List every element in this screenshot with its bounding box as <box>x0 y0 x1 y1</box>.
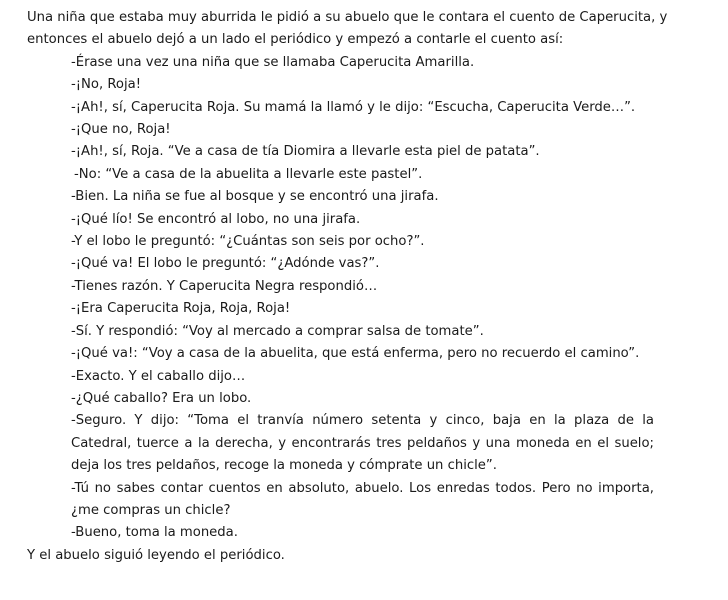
dialogue-line: -Y el lobo le preguntó: “¿Cuántas son seis por ocho?”. <box>71 234 425 250</box>
closing-paragraph: Y el abuelo siguió leyendo el periódico. <box>27 547 285 563</box>
dialogue-line: -¡Era Caperucita Roja, Roja, Roja! <box>71 301 291 317</box>
dialogue-line: -¡Qué va! El lobo le preguntó: “¿Adónde vas?”. <box>71 256 380 272</box>
dialogue-line: -¡No, Roja! <box>71 77 142 93</box>
dialogue-line: -¡Ah!, sí, Roja. “Ve a casa de tía Diomira a llevarle esta piel de patata”. <box>71 144 540 160</box>
dialogue-line: -Exacto. Y el caballo dijo… <box>71 368 246 384</box>
dialogue-line: -Seguro. Y dijo: “Toma el tranvía número setenta y cinco, baja en la plaza de la Catedral, tuerce a la derecha, y encontrarás tres peldaños y una moneda en el suelo; deja los tres peldaños, recoge la moneda y cómprate un chicle”. <box>71 413 654 474</box>
dialogue-line: -¡Qué va!: “Voy a casa de la abuelita, que está enferma, pero no recuerdo el camino”. <box>71 346 640 362</box>
dialogue-line: -No: “Ve a casa de la abuelita a llevarle este pastel”. <box>74 166 423 182</box>
dialogue-line: -Bueno, toma la moneda. <box>71 525 238 541</box>
dialogue-line: -¡Que no, Roja! <box>71 122 171 138</box>
dialogue-line: -Tú no sabes contar cuentos en absoluto, abuelo. Los enredas todos. Pero no importa, ¿me compras un chicle? <box>71 480 654 518</box>
dialogue-line: -Bien. La niña se fue al bosque y se encontró una jirafa. <box>71 189 439 205</box>
dialogue-line: -¡Ah!, sí, Caperucita Roja. Su mamá la llamó y le dijo: “Escucha, Caperucita Verde…”. <box>71 99 636 115</box>
dialogue-line: -¡Qué lío! Se encontró al lobo, no una jirafa. <box>71 211 361 227</box>
dialogue-line: -¿Qué caballo? Era un lobo. <box>71 390 252 406</box>
dialogue-line: -Érase una vez una niña que se llamaba Caperucita Amarilla. <box>71 54 475 70</box>
intro-paragraph: Una niña que estaba muy aburrida le pidió a su abuelo que le contara el cuento de Caperucita, y entonces el abuelo dejó a un lado el periódico y empezó a contarle el cuento así: <box>27 10 668 48</box>
dialogue-list <box>27 52 716 545</box>
dialogue-line: -Sí. Y respondió: “Voy al mercado a comprar salsa de tomate”. <box>71 323 484 339</box>
dialogue-line: -Tienes razón. Y Caperucita Negra respondió… <box>71 278 378 294</box>
